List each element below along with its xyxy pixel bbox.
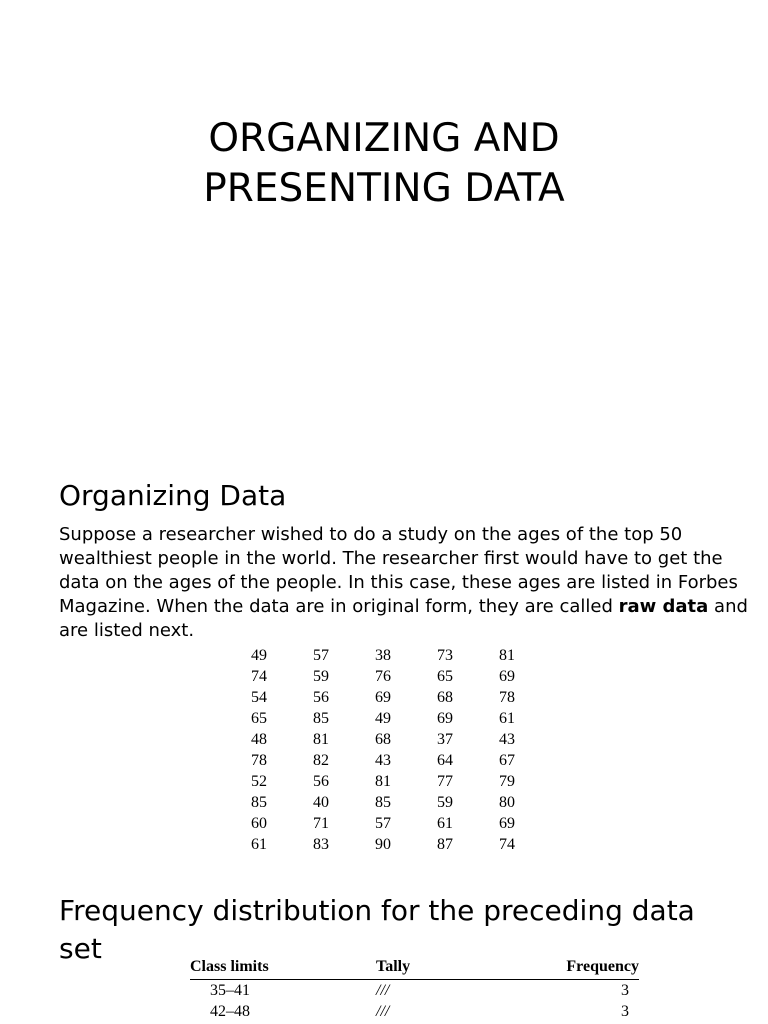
raw-data-grid xyxy=(228,645,538,855)
raw-data-value: 60 xyxy=(251,815,267,832)
raw-data-value: 73 xyxy=(437,647,453,664)
raw-data-value: 49 xyxy=(375,710,391,727)
raw-data-value: 61 xyxy=(251,836,267,853)
tally-cell: /// xyxy=(376,1003,390,1020)
header-class-limits: Class limits xyxy=(190,958,269,975)
slide-title-line-1: ORGANIZING AND xyxy=(208,116,560,161)
raw-data-term: raw data xyxy=(618,596,709,617)
organizing-paragraph xyxy=(59,523,749,643)
raw-data-value: 71 xyxy=(313,815,329,832)
raw-data-value: 90 xyxy=(375,836,391,853)
raw-data-value: 67 xyxy=(499,752,515,769)
raw-data-row xyxy=(228,771,538,792)
raw-data-value: 80 xyxy=(499,794,515,811)
raw-data-value: 87 xyxy=(437,836,453,853)
raw-data-value: 57 xyxy=(313,647,329,664)
raw-data-value: 77 xyxy=(437,773,453,790)
raw-data-row xyxy=(228,645,538,666)
raw-data-value: 69 xyxy=(437,710,453,727)
paragraph-text-start: Suppose a researcher wished to do a study on the ages of the top 50 wealthiest people in the world. The researcher first would have to get the data on the ages of the people. In this case, these ages are listed in Forbes Magazine. When the data are in original form, they are called xyxy=(59,524,738,617)
raw-data-value: 82 xyxy=(313,752,329,769)
raw-data-value: 78 xyxy=(499,689,515,706)
organizing-data-heading: Organizing Data xyxy=(59,479,287,512)
raw-data-row xyxy=(228,834,538,855)
raw-data-value: 85 xyxy=(375,794,391,811)
frequency-table-header xyxy=(190,955,639,980)
paragraph-text-end: and are listed next. xyxy=(59,596,748,641)
slide-title xyxy=(0,114,768,214)
raw-data-row xyxy=(228,708,538,729)
raw-data-value: 69 xyxy=(375,689,391,706)
frequency-cell: 3 xyxy=(621,1003,629,1020)
raw-data-value: 38 xyxy=(375,647,391,664)
raw-data-value: 40 xyxy=(313,794,329,811)
raw-data-value: 79 xyxy=(499,773,515,790)
slide-title-line-2: PRESENTING DATA xyxy=(203,166,565,211)
raw-data-value: 37 xyxy=(437,731,453,748)
raw-data-value: 49 xyxy=(251,647,267,664)
raw-data-value: 69 xyxy=(499,668,515,685)
raw-data-value: 74 xyxy=(251,668,267,685)
raw-data-value: 61 xyxy=(437,815,453,832)
raw-data-value: 48 xyxy=(251,731,267,748)
frequency-table xyxy=(190,955,639,1022)
raw-data-value: 56 xyxy=(313,689,329,706)
class-limits-cell: 35–41 xyxy=(210,982,250,999)
raw-data-value: 56 xyxy=(313,773,329,790)
raw-data-value: 65 xyxy=(437,668,453,685)
raw-data-value: 64 xyxy=(437,752,453,769)
class-limits-cell: 42–48 xyxy=(210,1003,250,1020)
raw-data-row xyxy=(228,813,538,834)
raw-data-value: 52 xyxy=(251,773,267,790)
raw-data-value: 83 xyxy=(313,836,329,853)
raw-data-row xyxy=(228,729,538,750)
raw-data-value: 68 xyxy=(375,731,391,748)
raw-data-value: 81 xyxy=(313,731,329,748)
raw-data-value: 57 xyxy=(375,815,391,832)
tally-cell: /// xyxy=(376,982,390,999)
raw-data-value: 68 xyxy=(437,689,453,706)
raw-data-value: 59 xyxy=(437,794,453,811)
raw-data-value: 81 xyxy=(499,647,515,664)
raw-data-value: 54 xyxy=(251,689,267,706)
frequency-distribution-heading: Frequency distribution for the preceding data set xyxy=(59,894,695,965)
raw-data-value: 43 xyxy=(375,752,391,769)
raw-data-row xyxy=(228,666,538,687)
raw-data-row xyxy=(228,750,538,771)
raw-data-value: 74 xyxy=(499,836,515,853)
raw-data-value: 65 xyxy=(251,710,267,727)
header-tally: Tally xyxy=(376,958,411,975)
table-row xyxy=(190,980,639,1001)
frequency-cell: 3 xyxy=(621,982,629,999)
raw-data-value: 81 xyxy=(375,773,391,790)
raw-data-value: 85 xyxy=(313,710,329,727)
raw-data-value: 78 xyxy=(251,752,267,769)
header-frequency: Frequency xyxy=(566,958,639,975)
raw-data-value: 76 xyxy=(375,668,391,685)
table-row xyxy=(190,1001,639,1022)
raw-data-value: 85 xyxy=(251,794,267,811)
raw-data-row xyxy=(228,792,538,813)
raw-data-value: 61 xyxy=(499,710,515,727)
raw-data-value: 43 xyxy=(499,731,515,748)
raw-data-row xyxy=(228,687,538,708)
raw-data-value: 59 xyxy=(313,668,329,685)
raw-data-value: 69 xyxy=(499,815,515,832)
